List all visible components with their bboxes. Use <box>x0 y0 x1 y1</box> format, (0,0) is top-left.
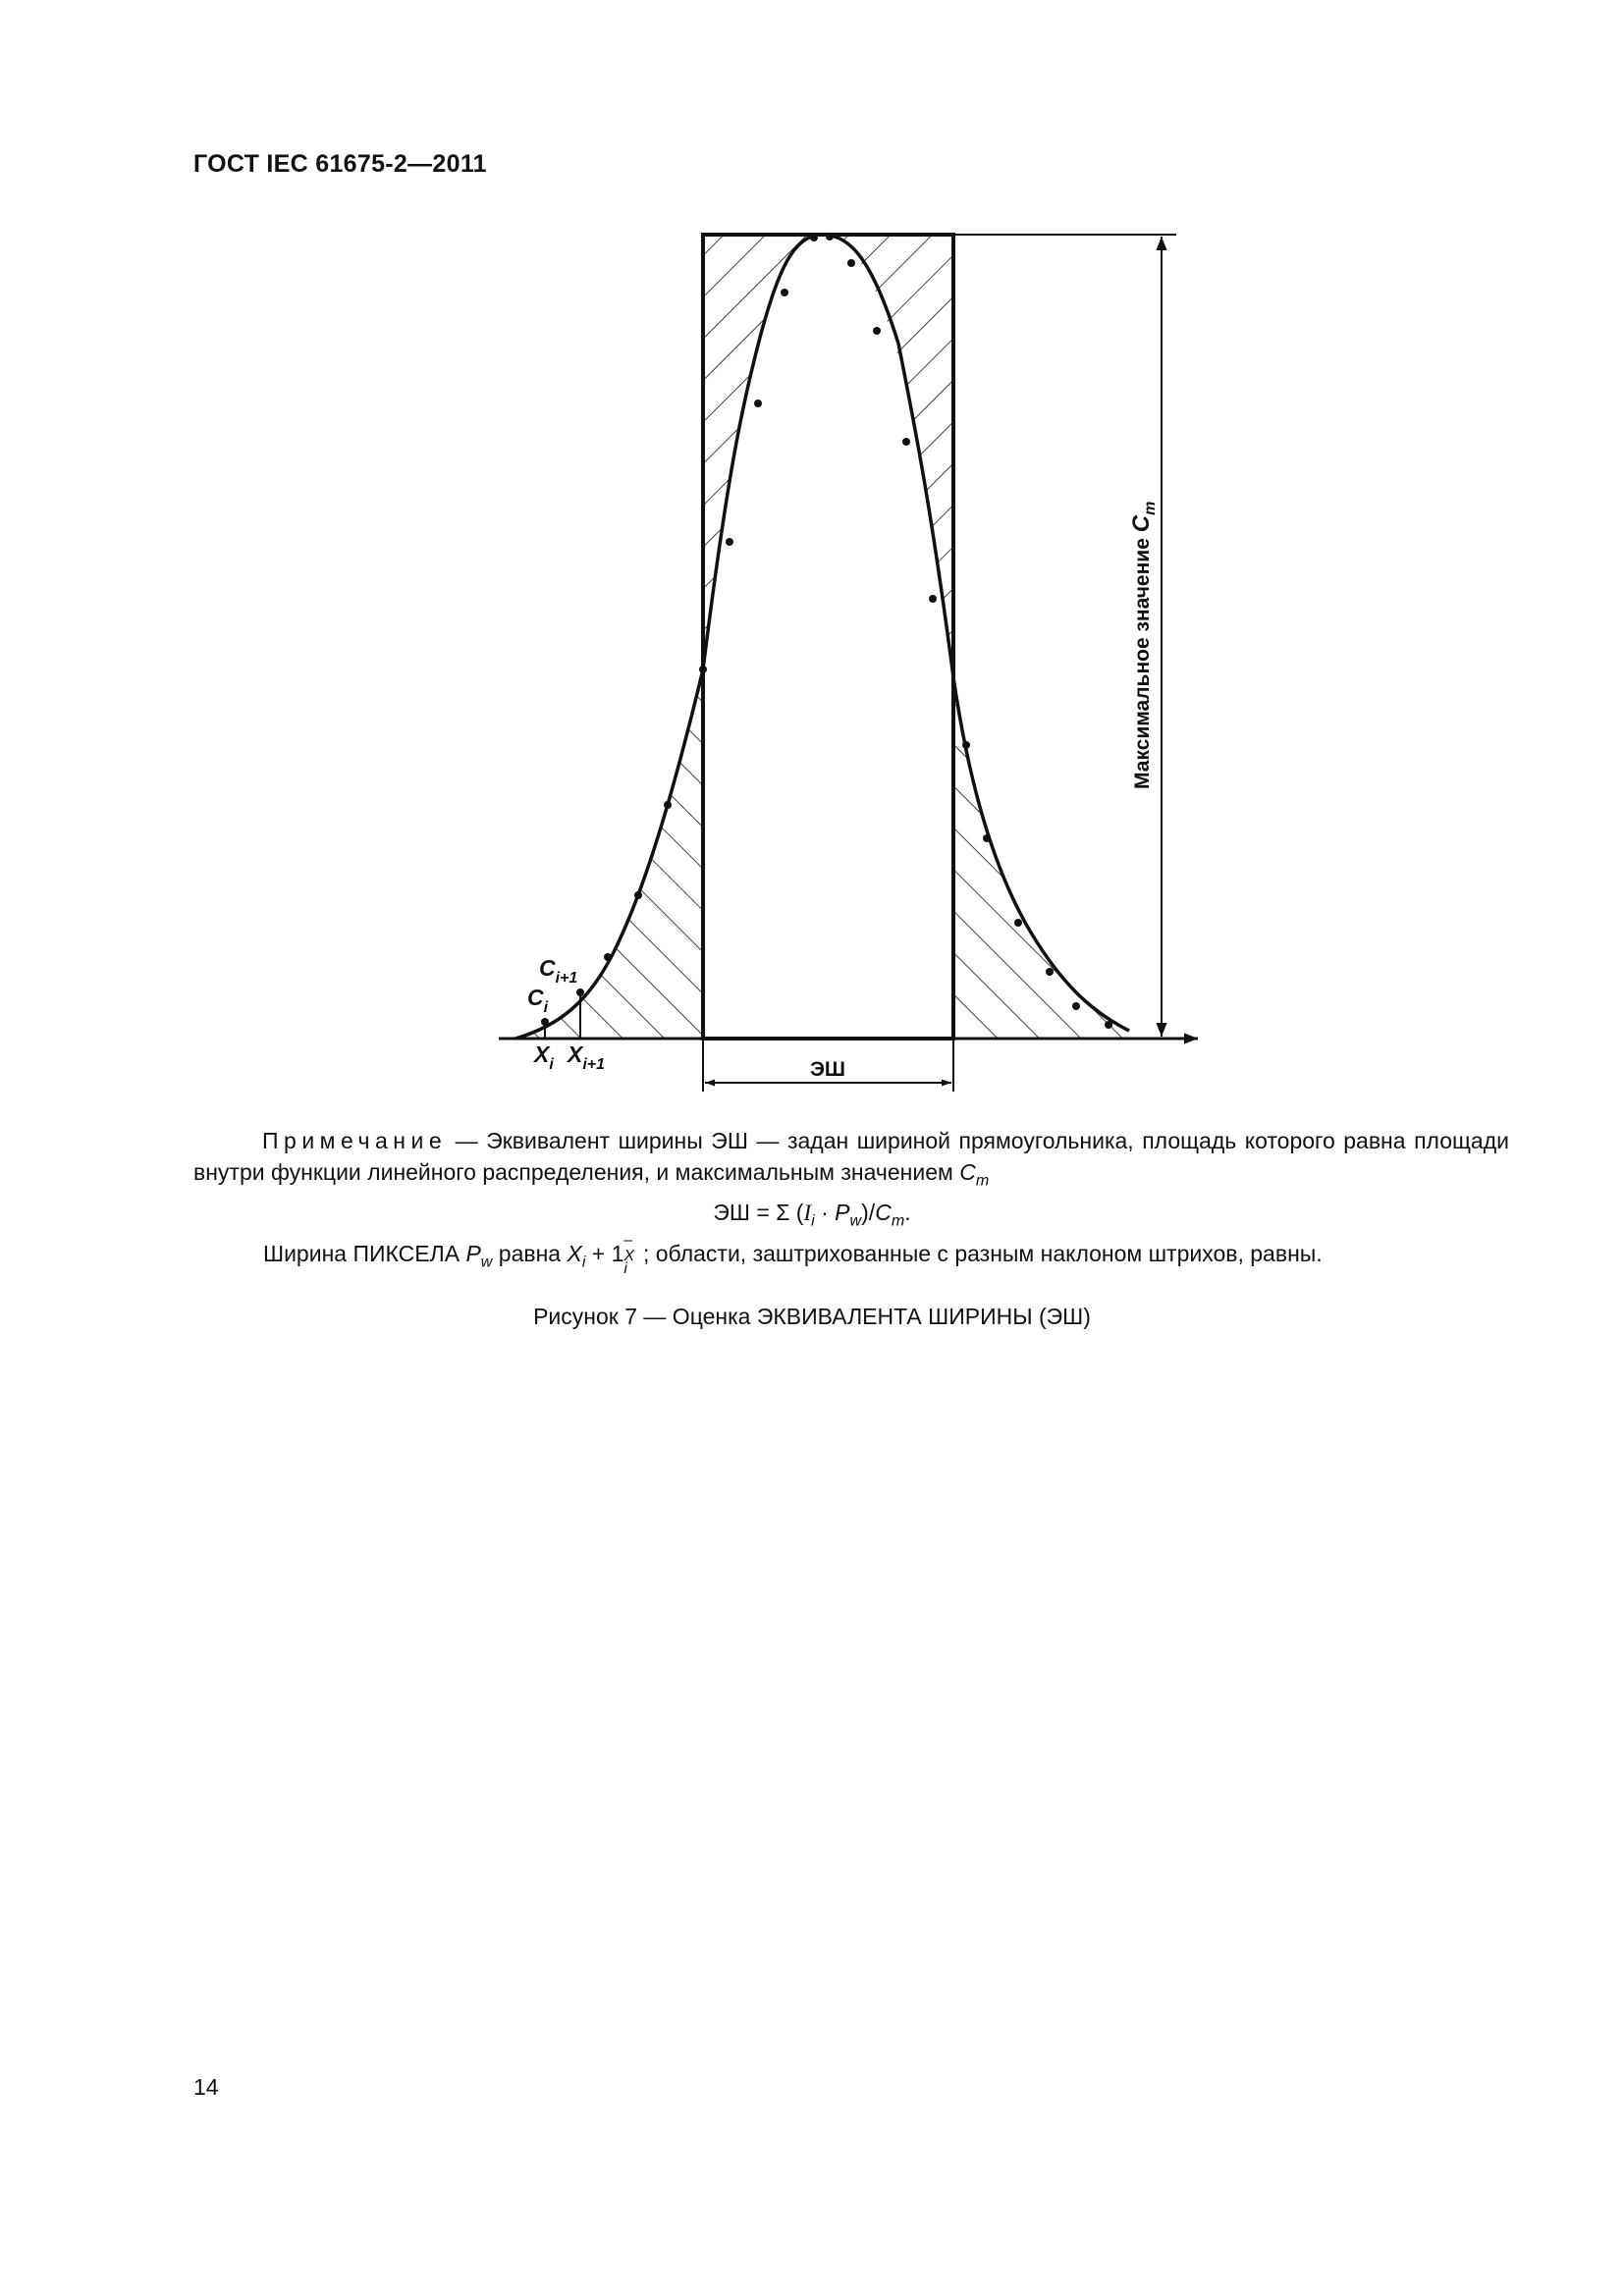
formula-i-sub: i <box>811 1211 815 1230</box>
pixel-sub: i <box>623 1260 627 1277</box>
formula-dot: · <box>814 1200 836 1225</box>
sample-point <box>1014 919 1022 927</box>
note-text: — Эквивалент ширины ЭШ — задан шириной прямоугольника, площадь которого равна площади внутри функции линейного распределения, и максимальным значением <box>193 1128 1509 1185</box>
document-header: ГОСТ IEC 61675-2—2011 <box>193 150 487 178</box>
pixel-x-sub: i <box>581 1253 586 1271</box>
equivalent-width-formula <box>0 1200 1624 1230</box>
figure-note <box>193 1125 1509 1188</box>
formula-i-var: I <box>803 1201 812 1225</box>
sample-point <box>699 666 707 673</box>
hatch-left-tail <box>515 669 703 1039</box>
lsf-equivalent-width-diagram <box>0 0 1624 1119</box>
note-var-sub: m <box>975 1171 990 1190</box>
formula-c-var: C <box>875 1200 892 1225</box>
pixel-suffix: ; области, заштрихованные с разным наклоном штрихов, равны. <box>642 1241 1323 1266</box>
pixel-x-var: X <box>567 1241 582 1266</box>
sample-point <box>634 891 642 899</box>
sample-point <box>826 233 834 240</box>
formula-p-sub: w <box>849 1211 862 1230</box>
pixel-prefix: Ширина ПИКСЕЛА <box>263 1241 466 1266</box>
page-number: 14 <box>193 2074 219 2100</box>
pixel-p-sub: w <box>480 1253 493 1271</box>
label-c-i: $C_i$ <box>527 985 549 1016</box>
note-label: Примечание <box>262 1128 448 1153</box>
sample-point <box>929 595 937 603</box>
sample-points <box>541 233 1112 1029</box>
sample-point <box>1072 1002 1080 1010</box>
sample-point <box>847 259 855 267</box>
pixel-width-statement <box>263 1232 1323 1277</box>
sample-point <box>983 834 991 842</box>
formula-close: )/ <box>861 1200 876 1225</box>
sample-point <box>604 953 612 961</box>
pixel-plus: + 1 <box>585 1241 624 1266</box>
pixel-p-var: P <box>465 1241 481 1266</box>
label-c-i1: $C_{i+1}$ <box>539 955 578 987</box>
label-x-i1: $X_{i+1}$ <box>568 1041 606 1073</box>
hatch-right-top <box>825 235 953 677</box>
label-x-i: $X_i$ <box>534 1041 554 1073</box>
sample-point <box>664 801 672 809</box>
sample-point <box>810 234 818 241</box>
sample-point <box>726 538 733 546</box>
sample-point <box>902 438 910 446</box>
note-var: C <box>959 1159 976 1185</box>
hatch-right-tail <box>953 677 1129 1039</box>
label-max-value: Максимальное значение $C_m$ <box>1128 501 1159 789</box>
formula-p-var: P <box>835 1200 850 1225</box>
formula-lhs: ЭШ = Σ ( <box>713 1200 804 1225</box>
sample-point <box>1105 1021 1112 1029</box>
sample-point <box>962 741 970 749</box>
formula-c-sub: m <box>891 1211 905 1230</box>
figure-caption: Рисунок 7 — Оценка ЭКВИВАЛЕНТА ШИРИНЫ (ЭШ) <box>533 1304 1091 1329</box>
sample-point <box>754 400 762 407</box>
hatch-left-top <box>703 235 820 669</box>
sample-point <box>873 327 881 335</box>
formula-end: . <box>904 1200 911 1225</box>
sample-point <box>1046 968 1054 976</box>
label-equivalent-width: ЭШ <box>809 1058 846 1081</box>
pixel-middle: равна <box>492 1241 568 1266</box>
pixel-supsub <box>623 1232 635 1277</box>
line-spread-curve <box>515 235 1129 1039</box>
pixel-sup: –X <box>623 1232 635 1264</box>
sample-point <box>781 289 788 296</box>
